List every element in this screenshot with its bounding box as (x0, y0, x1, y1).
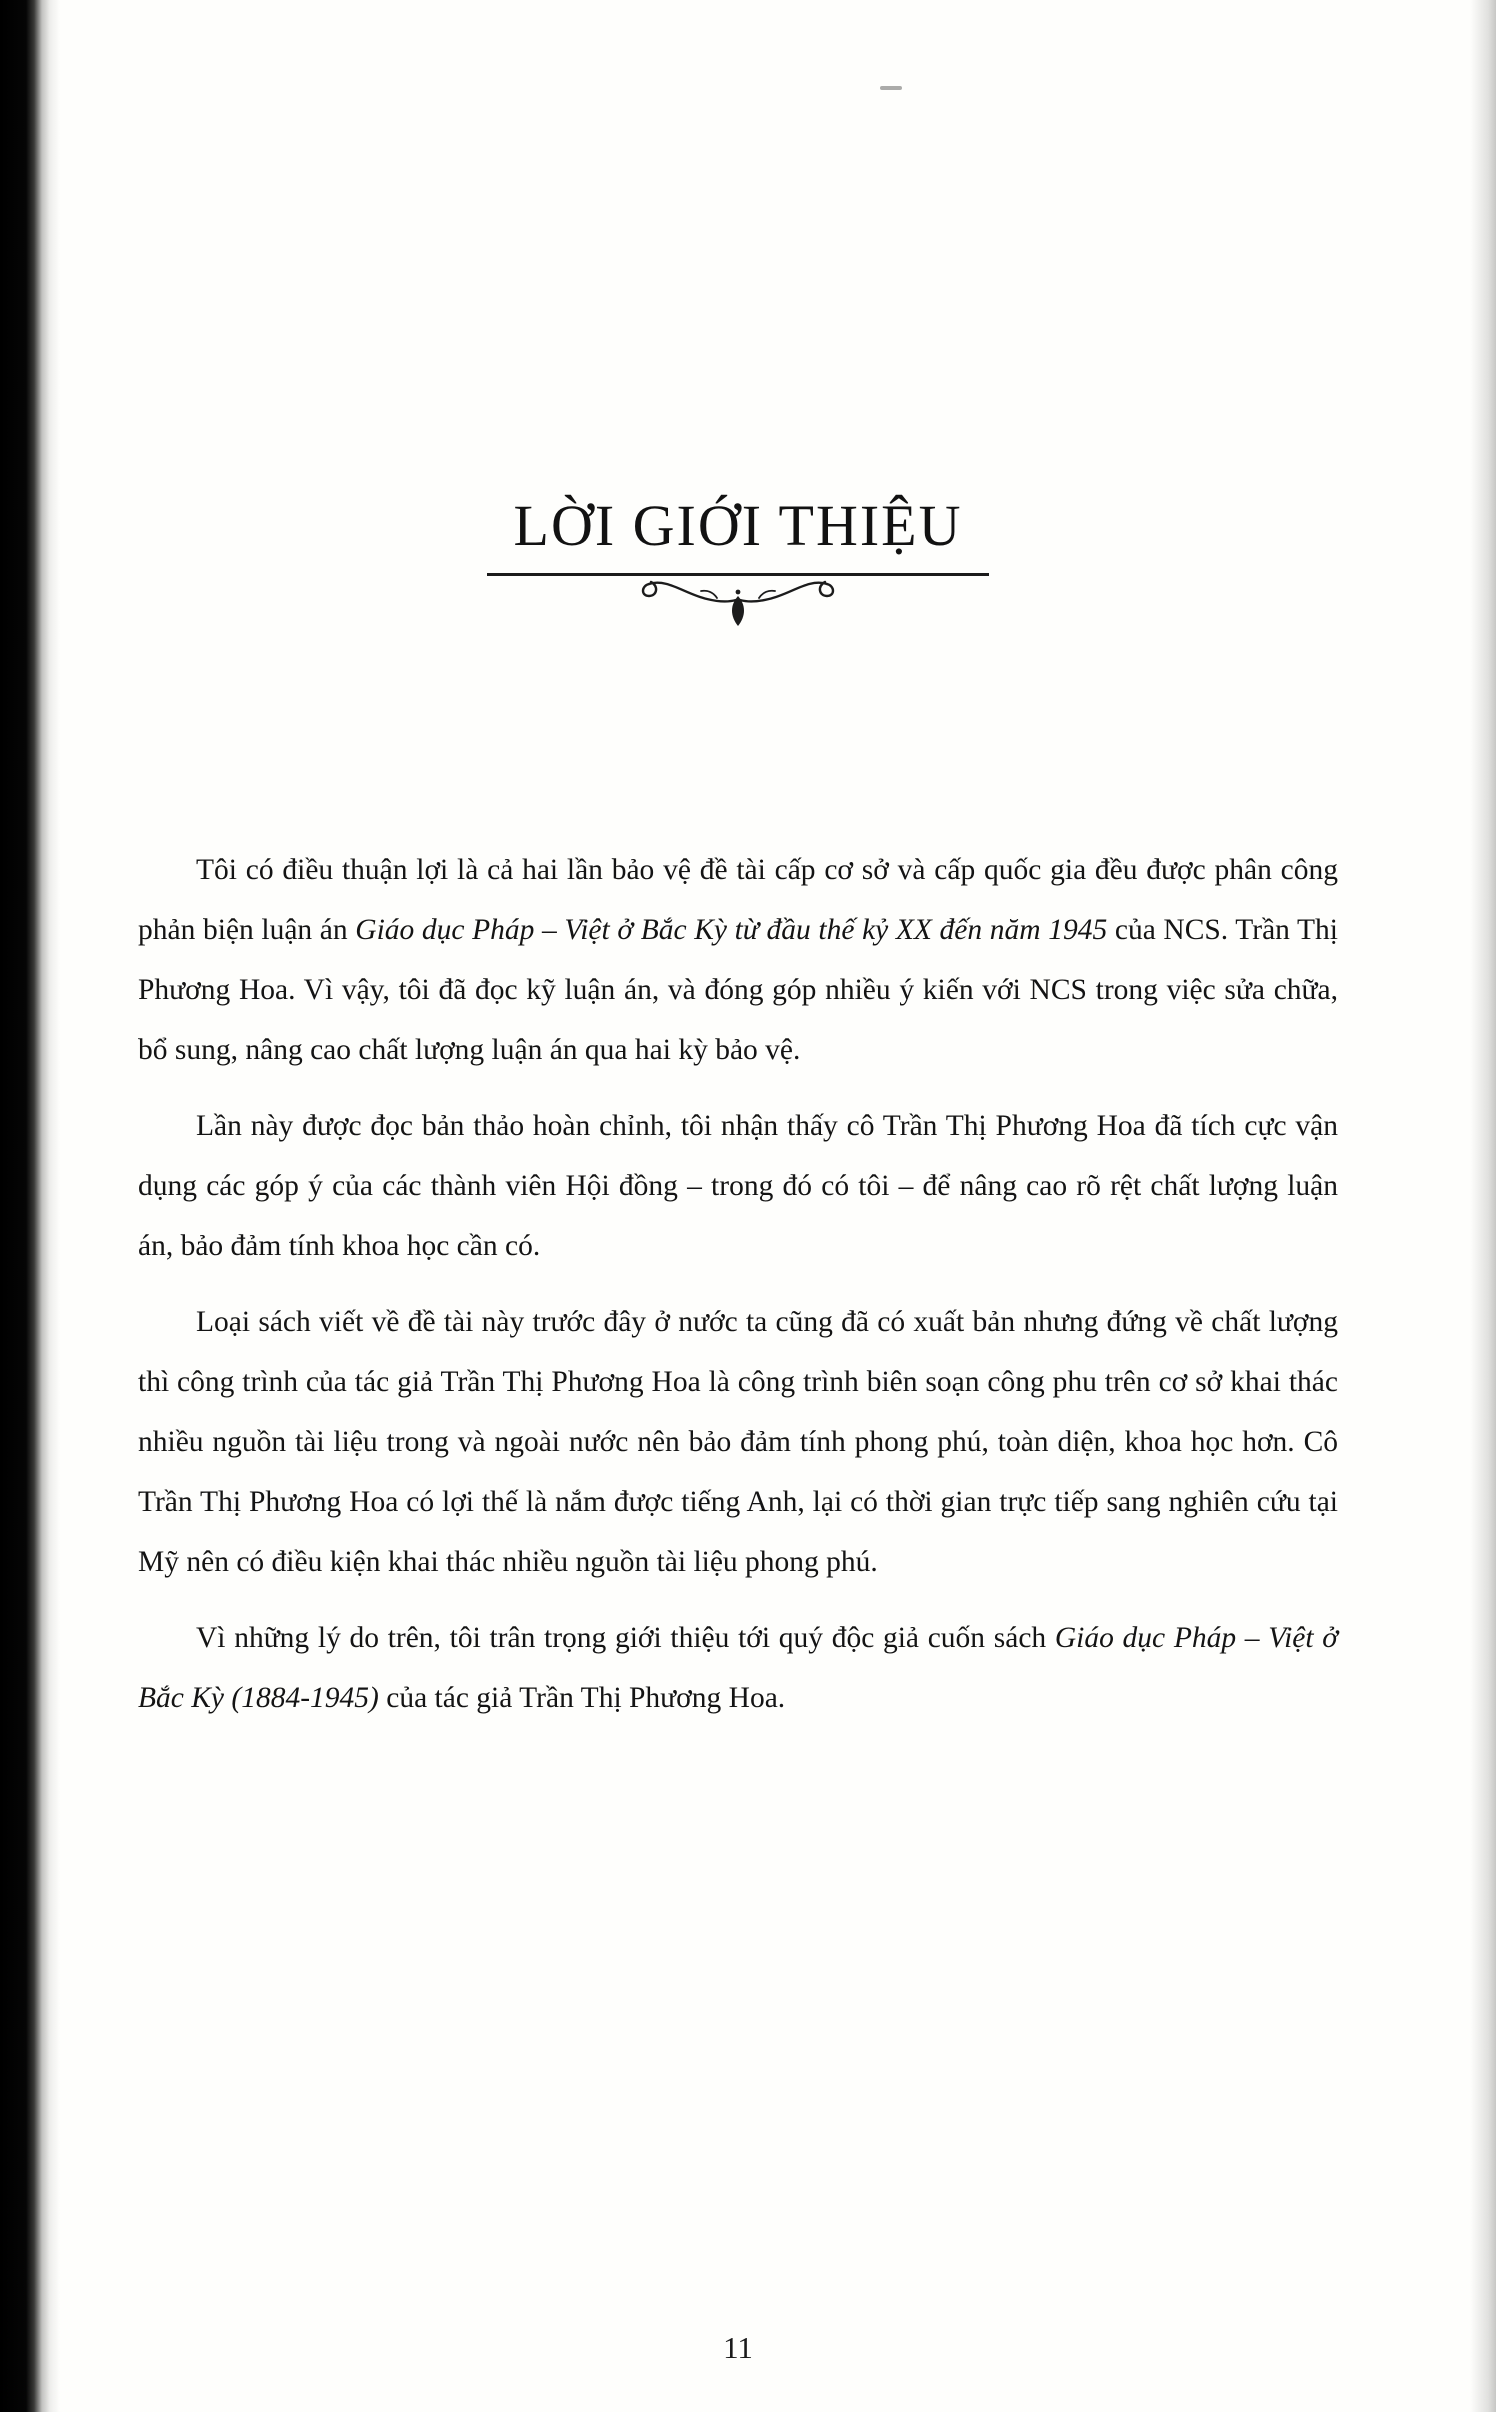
ornament-flourish-icon (633, 572, 843, 628)
paragraph (138, 1292, 1338, 1592)
title-block (140, 492, 1336, 628)
page-edge-shadow (1470, 0, 1496, 2412)
text-segment: Loại sách viết về đề tài này trước đây ở nước ta cũng đã có xuất bản nhưng đứng về chất lượng thì công trình của tác giả Trần Thị Phương Hoa là công trình biên soạn công phu trên cơ sở khai thác nhiều nguồn tài liệu trong và ngoài nước nên bảo đảm tính phong phú, toàn diện, khoa học hơn. Cô Trần Thị Phương Hoa có lợi thế là nắm được tiếng Anh, lại có thời gian trực tiếp sang nghiên cứu tại Mỹ nên có điều kiện khai thác nhiều nguồn tài liệu phong phú. (138, 1306, 1338, 1578)
scan-artifact (880, 86, 902, 90)
body-text (138, 840, 1338, 1744)
italic-text-segment: Giáo dục Pháp – Việt ở Bắc Kỳ (1884-1945) (138, 1622, 1338, 1714)
text-segment: Tôi có điều thuận lợi là cả hai lần bảo vệ đề tài cấp cơ sở và cấp quốc gia đều được phân công phản biện luận án (138, 854, 1338, 946)
text-segment: Vì những lý do trên, tôi trân trọng giới thiệu tới quý độc giả cuốn sách (196, 1622, 1055, 1654)
text-segment: của NCS. Trần Thị Phương Hoa. Vì vậy, tôi đã đọc kỹ luận án, và đóng góp nhiều ý kiến với NCS trong việc sửa chữa, bổ sung, nâng cao chất lượng luận án qua hai kỳ bảo vệ. (138, 914, 1338, 1066)
text-segment: của tác giả Trần Thị Phương Hoa. (378, 1682, 786, 1714)
paragraph (138, 1096, 1338, 1276)
page-title: LỜI GIỚI THIỆU (513, 493, 963, 558)
text-segment: Lần này được đọc bản thảo hoàn chỉnh, tôi nhận thấy cô Trần Thị Phương Hoa đã tích cực vận dụng các góp ý của các thành viên Hội đồng – trong đó có tôi – để nâng cao rõ rệt chất lượng luận án, bảo đảm tính khoa học cần có. (138, 1110, 1338, 1262)
paragraph (138, 1608, 1338, 1728)
binding-shadow (0, 0, 60, 2412)
page-number: 11 (723, 2330, 753, 2365)
italic-text-segment: Giáo dục Pháp – Việt ở Bắc Kỳ từ đầu thế kỷ XX đến năm 1945 (355, 914, 1108, 946)
paragraph (138, 840, 1338, 1080)
